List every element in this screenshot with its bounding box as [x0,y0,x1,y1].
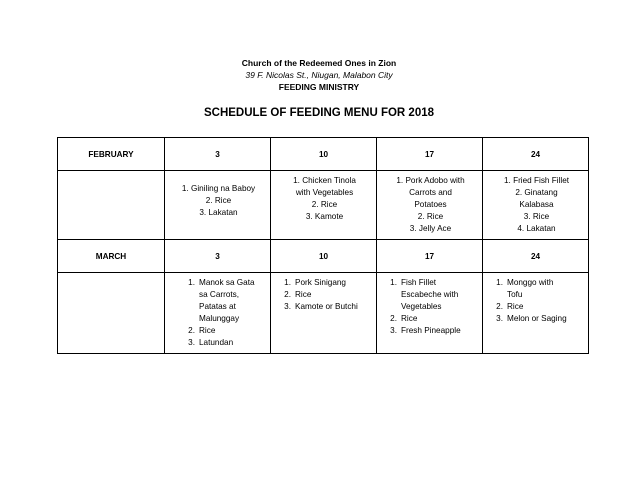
menu-item-number: 2. [390,314,397,323]
menu-item [383,277,478,289]
menu-item-number: 3. [284,302,291,311]
menu-item-text: Latundan [199,338,234,347]
menu-item-number: 3. [496,314,503,323]
menu-item: Potatoes [414,200,447,209]
menu-item: 3. Jelly Ace [409,224,452,233]
menu-item-text: Patatas at [199,302,236,311]
menu-item [277,289,372,301]
document-header [0,57,638,93]
menu-item-number: 3. [390,326,397,335]
menu-item-text: sa Carrots, [199,290,240,299]
menu-item: 2. Rice [417,212,444,221]
menu-item [181,301,266,313]
menu-cell [483,273,589,354]
menu-item-number: 1. [390,278,397,287]
church-address: 39 F. Nicolas St., Niugan, Malabon City [245,70,393,80]
menu-item-text: Kamote or Butchi [295,302,358,311]
menu-item [181,325,266,337]
march-menu-row [58,273,589,354]
menu-item [181,337,266,349]
menu-item [277,301,372,313]
date-cell: 3 [165,240,271,273]
menu-item: 3. Rice [523,212,550,221]
menu-item [277,277,372,289]
menu-item-number: 1. [496,278,503,287]
menu-item [383,289,478,301]
menu-item: 2. Rice [311,200,338,209]
date-cell: 3 [165,138,271,171]
menu-item [489,313,584,325]
menu-item: 1. Pork Adobo with [396,176,465,185]
february-menu-row [58,171,589,240]
menu-cell [271,273,377,354]
date-cell: 10 [271,240,377,273]
menu-item: Kalabasa [519,200,554,209]
menu-item: Carrots and [409,188,452,197]
menu-item-text: Rice [295,290,312,299]
menu-item-text: Malunggay [199,314,240,323]
menu-item [181,277,266,289]
menu-item-number: 3. [188,338,195,347]
menu-item-text: Rice [507,302,524,311]
menu-item-text: Monggo with [507,278,554,287]
menu-item-number: 2. [188,326,195,335]
menu-item [383,325,478,337]
menu-cell [165,171,271,240]
month-label: FEBRUARY [58,138,165,171]
march-header-row [58,240,589,273]
church-name: Church of the Redeemed Ones in Zion [241,58,397,68]
menu-item [383,313,478,325]
menu-item: 1. Chicken Tinola [293,176,356,185]
menu-item: 3. Lakatan [199,208,238,217]
date-cell: 17 [377,240,483,273]
menu-item-number [181,313,199,325]
menu-cell [483,171,589,240]
menu-item-number: 2. [284,290,291,299]
menu-item-number [383,289,401,301]
schedule-title: SCHEDULE OF FEEDING MENU FOR 2018 [203,107,435,119]
menu-item: 2. Ginatang [515,188,558,197]
menu-item-text: Escabeche with [401,290,459,299]
menu-item [489,301,584,313]
feeding-menu-table [57,137,589,354]
menu-item [181,313,266,325]
menu-item: with Vegetables [295,188,354,197]
menu-item: 2. Rice [205,196,232,205]
menu-item-number [383,301,401,313]
month-label: MARCH [58,240,165,273]
menu-item-text: Manok sa Gata [199,278,255,287]
empty-cell [58,273,165,354]
ministry-name: FEEDING MINISTRY [278,82,360,92]
menu-item-number [181,301,199,313]
menu-item: 4. Lakatan [517,224,556,233]
menu-item [489,277,584,289]
date-cell: 10 [271,138,377,171]
menu-item-text: Pork Sinigang [295,278,346,287]
date-cell: 17 [377,138,483,171]
menu-cell [377,171,483,240]
date-cell: 24 [483,240,589,273]
menu-item-number: 1. [284,278,291,287]
menu-item [489,289,584,301]
february-header-row [58,138,589,171]
menu-item: 1. Fried Fish Fillet [503,176,570,185]
menu-cell [271,171,377,240]
menu-item [383,301,478,313]
menu-item [181,289,266,301]
menu-cell [377,273,483,354]
menu-item-text: Rice [199,326,216,335]
menu-item-number: 1. [188,278,195,287]
menu-item-text: Rice [401,314,418,323]
menu-item-text: Vegetables [401,302,442,311]
date-cell: 24 [483,138,589,171]
menu-item: 1. Giniling na Baboy [181,184,256,193]
empty-cell [58,171,165,240]
menu-item: 3. Kamote [305,212,344,221]
menu-item-text: Fish Fillet [401,278,437,287]
menu-item-text: Fresh Pineapple [401,326,461,335]
menu-item-number [489,289,507,301]
menu-item-text: Tofu [507,290,523,299]
menu-cell [165,273,271,354]
menu-item-number [181,289,199,301]
menu-item-text: Melon or Saging [507,314,567,323]
menu-item-number: 2. [496,302,503,311]
